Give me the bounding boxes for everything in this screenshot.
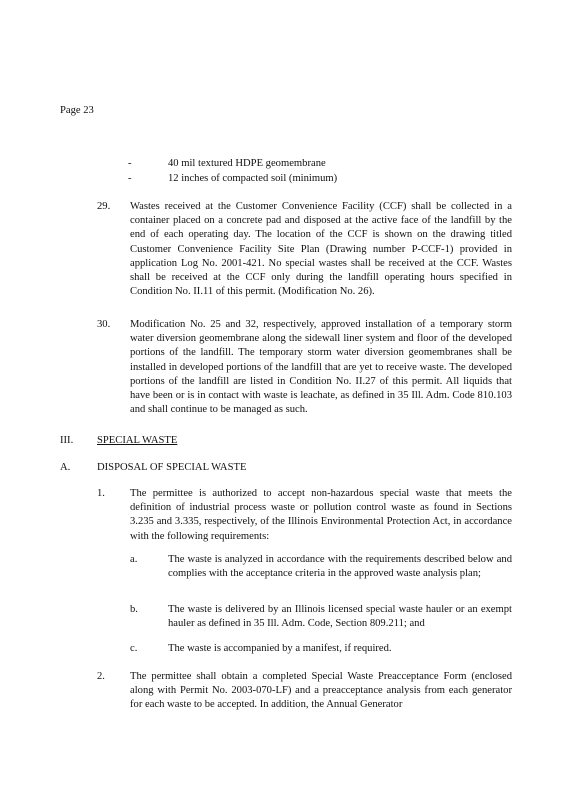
page-number: Page 23 [60, 105, 94, 116]
condition-text: Wastes received at the Customer Convenience Facility (CCF) shall be collected in a container placed on a concrete pad and disposed at the active face of the landfill by the end of each operating day. The location of the CCF is shown on the drawing titled Customer Convenience Facility Site Plan (Drawing number P-CCF-1) provided in application Log No. 2001-421. No special wastes shall be received at the CCF. Wastes shall be received at the CCF only during the landfill operating hours specified in Condition No. II.11 of this permit. (Modification No. 26). [130, 201, 512, 298]
item-number: 2. [97, 671, 105, 682]
condition-number: 29. [97, 201, 111, 212]
subsection-title: DISPOSAL OF SPECIAL WASTE [97, 462, 247, 473]
subitem-letter: b. [130, 604, 138, 615]
subitem-text: The waste is accompanied by a manifest, if required. [168, 643, 392, 654]
section-title: SPECIAL WASTE [97, 435, 178, 446]
bullet-dash: - [128, 173, 132, 184]
bullet-text: 40 mil textured HDPE geomembrane [168, 158, 326, 169]
section-numeral: III. [60, 435, 74, 446]
subsection-letter: A. [60, 462, 71, 473]
item-text: The permittee is authorized to accept non-hazardous special waste that meets the definition of industrial process waste or pollution control waste as found in Sections 3.235 and 3.335, respectively, of the Illinois Environmental Protection Act, in accordance with the following requirements: [130, 488, 512, 542]
bullet-dash: - [128, 158, 132, 169]
subitem-text: The waste is analyzed in accordance with the requirements described below and complies with the acceptance criteria in the approved waste analysis plan; [168, 554, 512, 580]
item-number: 1. [97, 488, 105, 499]
subitem-letter: a. [130, 554, 138, 565]
subitem-letter: c. [130, 643, 138, 654]
condition-text: Modification No. 25 and 32, respectively, approved installation of a temporary storm water diversion geomembrane along the sidewall liner system and floor of the developed portions of the landfill. The temporary storm water diversion geomembranes shall be installed in developed portions of the landfill that are yet to receive waste. The developed portions of the landfill are listed in Condition No. II.27 of this permit. All liquids that have been or is in contact with waste is leachate, as defined in 35 Ill. Adm. Code 810.103 and shall continue to be managed as such. [130, 319, 512, 416]
condition-number: 30. [97, 319, 111, 330]
subitem-text: The waste is delivered by an Illinois licensed special waste hauler or an exempt hauler as defined in 35 Ill. Adm. Code, Section 809.211; and [168, 604, 512, 630]
bullet-text: 12 inches of compacted soil (minimum) [168, 173, 338, 184]
item-text: The permittee shall obtain a completed Special Waste Preacceptance Form (enclosed along with Permit No. 2003-070-LF) and a preacceptance analysis from each generator for each waste to be accepted. In addition, the Annual Generator [130, 671, 512, 711]
